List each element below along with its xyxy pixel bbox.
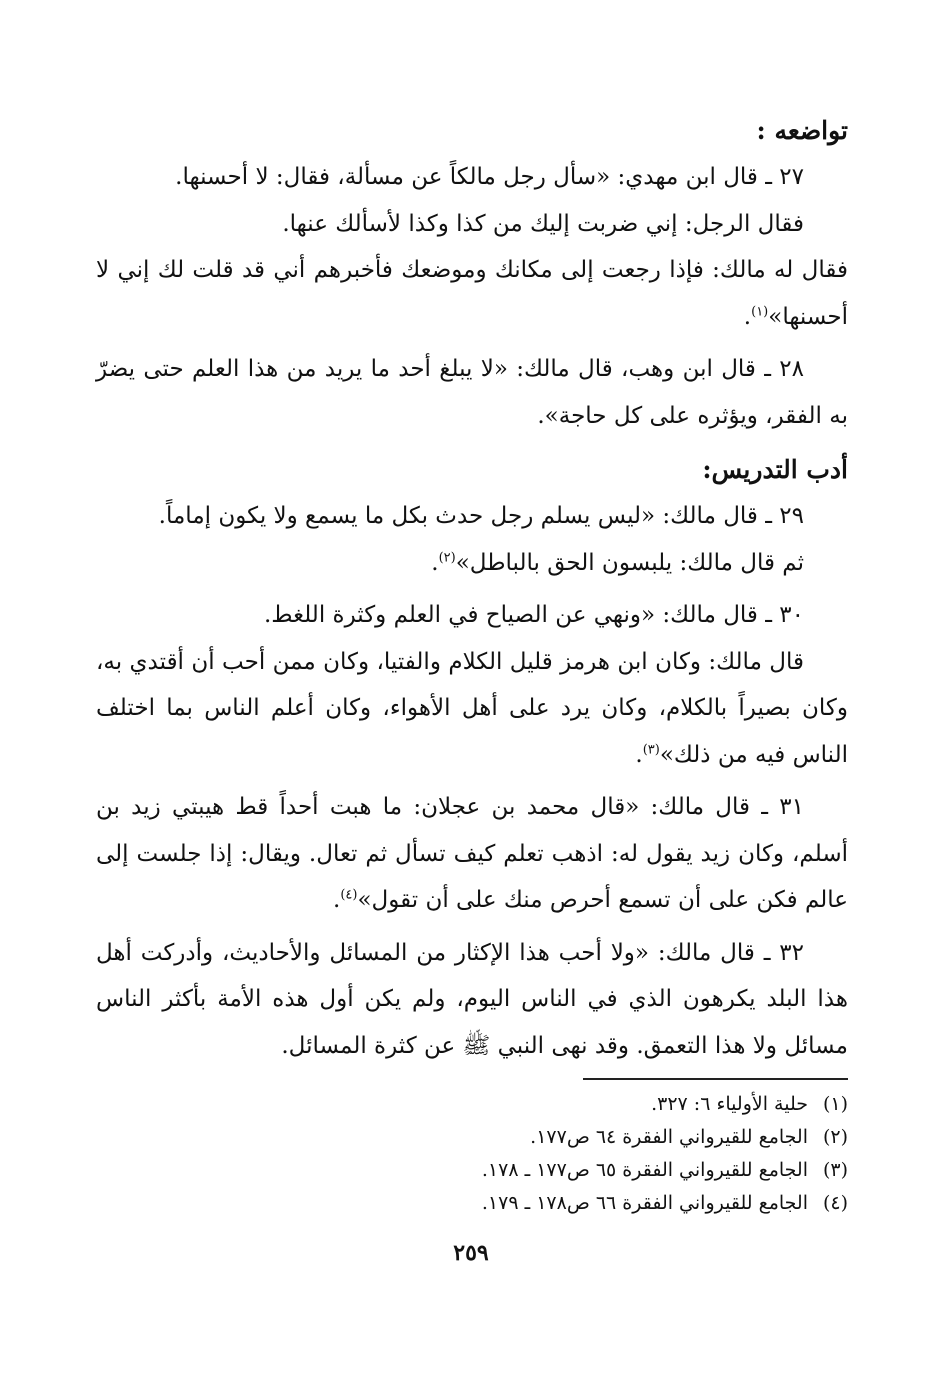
paragraph-27-line-3-text: فقال له مالك: فإذا رجعت إلى مكانك وموضعك فأخبرهم أني قد قلت لك إني لا أحسنها» bbox=[96, 257, 848, 330]
page-number: ٢٥٩ bbox=[453, 1240, 489, 1266]
paragraph-32: ٣٢ ـ قال مالك: «ولا أحب هذا الإكثار من المسائل والأحاديث، وأدركت أهل هذا البلد يكرهون الذي في الناس اليوم، ولم يكن أول هذه الأمة بأكثر الناس مسائل ولا هذا التعمق. وقد نهى النبي ﷺ عن كثرة المسائل. bbox=[96, 939, 848, 1059]
paragraph-27-line-3: فقال له مالك: فإذا رجعت إلى مكانك وموضعك فأخبرهم أني قد قلت لك إني لا أحسنها»$^{(١)}$. bbox=[96, 257, 848, 330]
footnote-2 bbox=[96, 1121, 848, 1154]
paragraph-30-line-2-text: قال مالك: وكان ابن هرمز قليل الكلام والفتيا، وكان ممن أحب أن أقتدي به، وكان بصيراً بالكلام، وكان يرد على أهل الأهواء، وكان أعلم الناس بما اختلف الناس فيه من ذلك» bbox=[96, 648, 848, 768]
paragraph-27-line-1: ٢٧ ـ قال ابن مهدي: «سأل رجل مالكاً عن مسألة، فقال: لا أحسنها. bbox=[175, 164, 804, 190]
footnote-ref-1: (١) bbox=[751, 303, 769, 319]
section-heading-teaching-etiquette: أدب التدريس: bbox=[702, 455, 848, 484]
paragraph-29-line-2-text: ثم قال مالك: يلبسون الحق بالباطل» bbox=[455, 549, 804, 576]
footnote-number: (٣) bbox=[822, 1159, 848, 1181]
paragraph-30-line-2: قال مالك: وكان ابن هرمز قليل الكلام والفتيا، وكان ممن أحب أن أقتدي به، وكان بصيراً بالكلام، وكان يرد على أهل الأهواء، وكان أعلم الناس بما اختلف الناس فيه من ذلك»$^{(٣)}$. bbox=[96, 648, 848, 768]
paragraph-29-line-2: ثم قال مالك: يلبسون الحق بالباطل»$^{(٢)}$. bbox=[431, 549, 804, 576]
footnote-number: (١) bbox=[822, 1093, 848, 1115]
main-text bbox=[96, 108, 848, 1069]
footnote-3 bbox=[96, 1154, 848, 1187]
paragraph-31: ٣١ ـ قال مالك: «قال محمد بن عجلان: ما هبت أحداً قط هيبتي زيد بن أسلم، وكان زيد يقول له: اذهب تعلم كيف تسأل ثم تعال. ويقال: إذا جلست إلى عالم فكن على أن تسمع أحرص منك على أن تقول»$^{(٤)}$. bbox=[96, 794, 848, 913]
footnote-ref-3: (٣) bbox=[642, 741, 660, 757]
footnote-4 bbox=[96, 1187, 848, 1220]
footnote-number: (٤) bbox=[822, 1192, 848, 1214]
footnote-ref-2: (٢) bbox=[438, 549, 456, 565]
section-heading-humility: تواضعه : bbox=[756, 116, 848, 145]
footnote-number: (٢) bbox=[822, 1126, 848, 1148]
footnote-separator bbox=[583, 1078, 848, 1080]
footnote-1 bbox=[96, 1088, 848, 1121]
footnote-text: الجامع للقيرواني الفقرة ٦٥ ص١٧٧ ـ ١٧٨. bbox=[481, 1159, 808, 1181]
paragraph-27-line-2: فقال الرجل: إني ضربت إليك من كذا وكذا لأسألك عنها. bbox=[282, 210, 804, 237]
footnotes bbox=[96, 1088, 848, 1220]
footnote-ref-4: (٤) bbox=[340, 887, 358, 903]
paragraph-28: ٢٨ ـ قال ابن وهب، قال مالك: «لا يبلغ أحد ما يريد من هذا العلم حتى يضرّ به الفقر، ويؤثره على كل حاجة». bbox=[96, 356, 848, 429]
paragraph-31-text: ٣١ ـ قال مالك: «قال محمد بن عجلان: ما هبت أحداً قط هيبتي زيد بن أسلم، وكان زيد يقول له: اذهب تعلم كيف تسأل ثم تعال. ويقال: إذا جلست إلى عالم فكن على أن تسمع أحرص منك على أن تقول» bbox=[96, 794, 848, 913]
footnote-text: الجامع للقيرواني الفقرة ٦٤ ص١٧٧. bbox=[530, 1126, 808, 1148]
footnote-text: حلية الأولياء ٦: ٣٢٧. bbox=[651, 1093, 808, 1115]
paragraph-30-line-1: ٣٠ ـ قال مالك: «ونهي عن الصياح في العلم وكثرة اللغط. bbox=[263, 602, 804, 628]
paragraph-29-line-1: ٢٩ ـ قال مالك: «ليس يسلم رجل حدث بكل ما يسمع ولا يكون إماماً. bbox=[158, 503, 804, 529]
footnote-text: الجامع للقيرواني الفقرة ٦٦ ص١٧٨ ـ ١٧٩. bbox=[481, 1192, 808, 1214]
